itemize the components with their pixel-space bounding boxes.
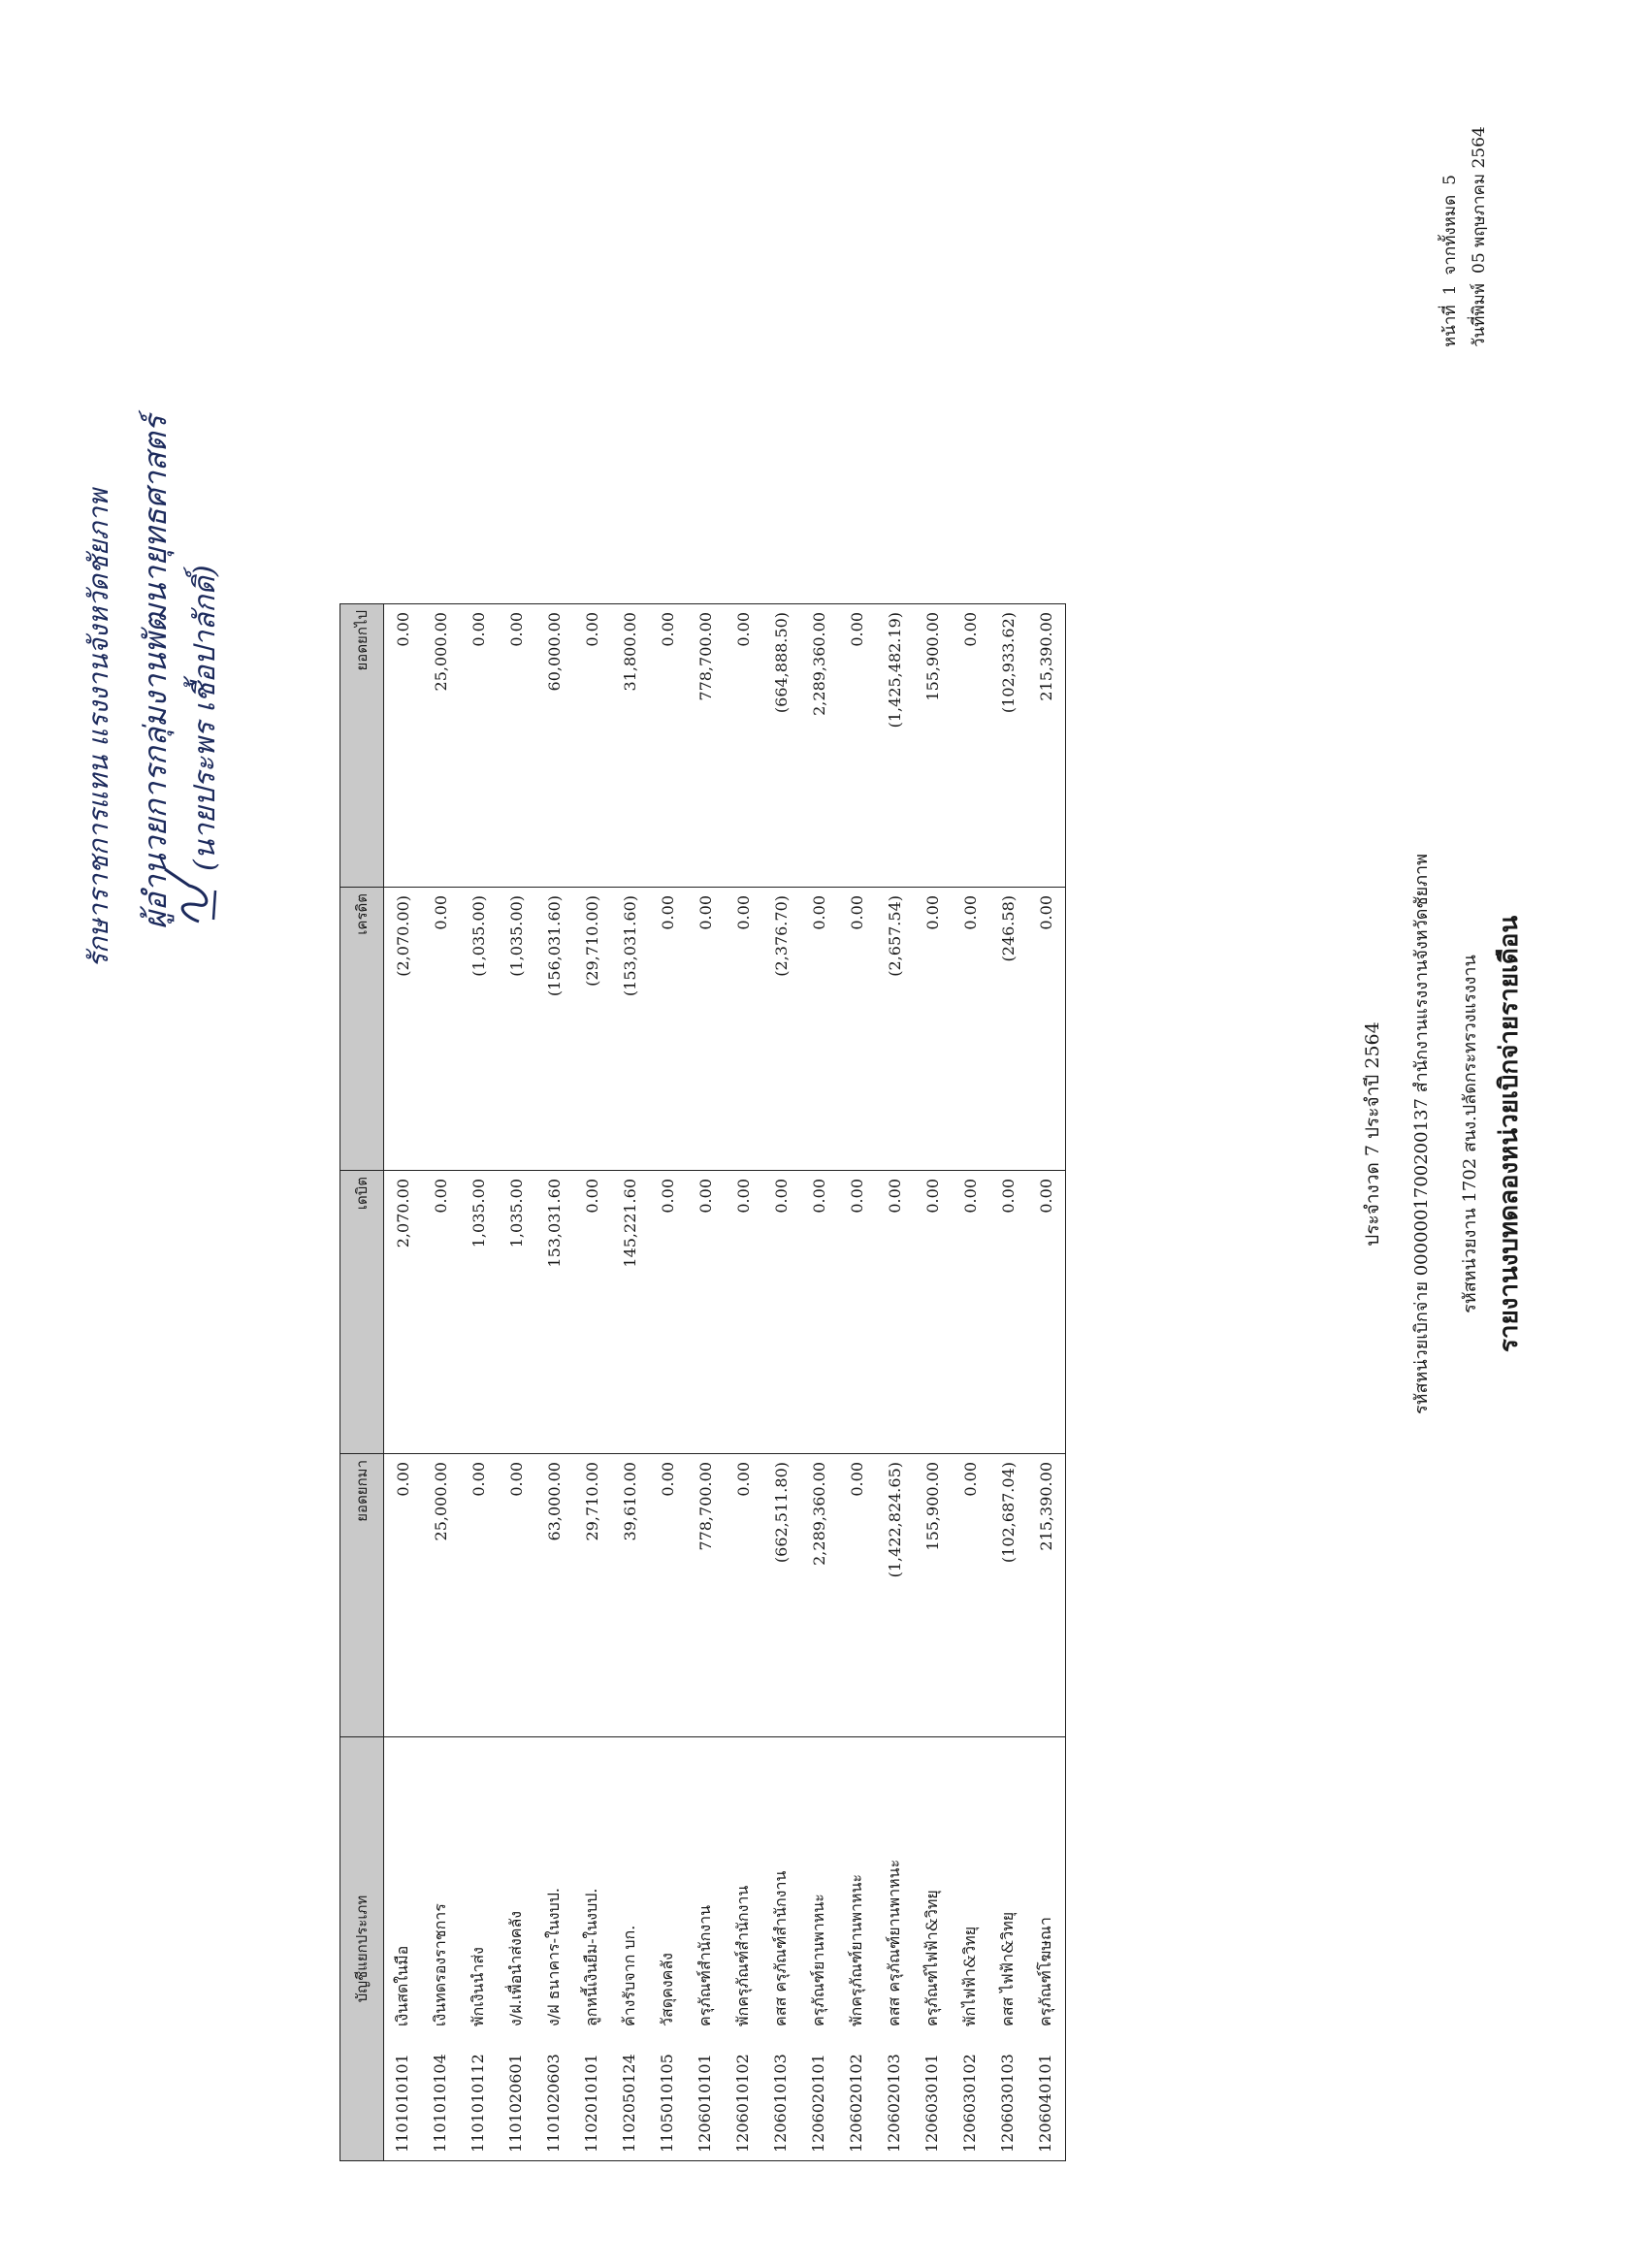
brought-forward-cell: 0.00	[460, 1454, 498, 1737]
print-date-row	[1465, 37, 1494, 347]
account-name: เงินสดในมือ	[393, 1945, 411, 2026]
credit-cell: (1,035.00)	[460, 888, 498, 1171]
credit-cell: 0.00	[914, 888, 952, 1171]
carried-forward-cell: 0.00	[725, 604, 762, 888]
account-name: คสส ครุภัณฑ์ยานพาหนะ	[885, 1859, 903, 2026]
table-header-row	[340, 604, 384, 2161]
report-period: ประจำงวด 7 ประจำปี 2564	[1362, 1021, 1383, 1247]
table-row	[989, 604, 1027, 2161]
account-name: วัสดุคงคลัง	[658, 1953, 676, 2026]
account-cell	[422, 1737, 460, 2161]
account-cell	[460, 1737, 498, 2161]
carried-forward-cell: 0.00	[460, 604, 498, 888]
account-cell	[838, 1737, 876, 2161]
account-code: 1206030101	[922, 2054, 941, 2153]
print-label: วันที่พิมพ์	[1470, 283, 1489, 347]
carried-forward-cell: 60,000.00	[535, 604, 573, 888]
header-debit: เดบิต	[340, 1171, 384, 1454]
carried-forward-cell: 25,000.00	[422, 604, 460, 888]
credit-cell: (2,657.54)	[876, 888, 914, 1171]
page-number: 1	[1440, 284, 1460, 296]
carried-forward-cell: 0.00	[952, 604, 989, 888]
report-subtitle: รหัสหน่วยงาน 1702 สนง.ปลัดกระทรวงแรงงาน	[1460, 955, 1480, 1313]
table-row	[384, 604, 423, 2161]
debit-cell: 2,070.00	[384, 1171, 423, 1454]
brought-forward-cell: 0.00	[498, 1454, 535, 1737]
carried-forward-cell: (664,888.50)	[762, 604, 800, 888]
credit-cell: (2,070.00)	[384, 888, 423, 1171]
account-code: 1102050124	[620, 2054, 638, 2153]
account-cell	[725, 1737, 762, 2161]
account-code: 1101010112	[469, 2054, 487, 2153]
debit-cell: 0.00	[762, 1171, 800, 1454]
credit-cell: (2,376.70)	[762, 888, 800, 1171]
table-row	[422, 604, 460, 2161]
account-name: พักเงินนำส่ง	[469, 1947, 487, 2026]
report-title: รายงานงบทดลองหน่วยเบิกจ่ายรายเดือน	[1495, 915, 1524, 1353]
debit-cell: 0.00	[914, 1171, 952, 1454]
carried-forward-cell: (1,425,482.19)	[876, 604, 914, 888]
table-row	[460, 604, 498, 2161]
account-cell	[687, 1737, 725, 2161]
credit-cell: 0.00	[725, 888, 762, 1171]
account-name: ลูกหนี้เงินยืม-ในงบป.	[582, 1888, 600, 2026]
table-row	[876, 604, 914, 2161]
page-number-row	[1436, 37, 1465, 347]
brought-forward-cell: 0.00	[838, 1454, 876, 1737]
account-cell	[535, 1737, 573, 2161]
account-name: ค้างรับจาก บก.	[620, 1925, 638, 2026]
account-name: พักครุภัณฑ์ยานพาหนะ	[847, 1873, 865, 2026]
page-label: หน้าที่	[1440, 305, 1460, 347]
account-code: 1206010101	[695, 2054, 714, 2153]
table-row	[573, 604, 611, 2161]
account-cell	[384, 1737, 423, 2161]
header-credit: เครดิต	[340, 888, 384, 1171]
credit-cell: (246.58)	[989, 888, 1027, 1171]
total-pages: 5	[1440, 174, 1460, 185]
brought-forward-cell: 778,700.00	[687, 1454, 725, 1737]
debit-cell: 1,035.00	[498, 1171, 535, 1454]
debit-cell: 0.00	[687, 1171, 725, 1454]
brought-forward-cell: 63,000.00	[535, 1454, 573, 1737]
brought-forward-cell: 0.00	[649, 1454, 687, 1737]
account-name: คสส ไฟฟ้า&วิทยุ	[998, 1911, 1017, 2026]
debit-cell: 0.00	[800, 1171, 838, 1454]
credit-cell: (29,710.00)	[573, 888, 611, 1171]
brought-forward-cell: 39,610.00	[611, 1454, 649, 1737]
account-cell	[611, 1737, 649, 2161]
account-code: 1101020603	[544, 2054, 563, 2153]
brought-forward-cell: 25,000.00	[422, 1454, 460, 1737]
credit-cell: 0.00	[649, 888, 687, 1171]
debit-cell: 0.00	[1027, 1171, 1066, 1454]
credit-cell: (156,031.60)	[535, 888, 573, 1171]
account-name: ง/ฝ ธนาคาร-ในงบป.	[544, 1888, 563, 2026]
account-cell	[649, 1737, 687, 2161]
account-code: 1101010104	[431, 2054, 449, 2153]
signature-area	[39, 37, 320, 988]
account-name: คสส ครุภัณฑ์สำนักงาน	[771, 1870, 790, 2026]
carried-forward-cell: 778,700.00	[687, 604, 725, 888]
brought-forward-cell: (102,687.04)	[989, 1454, 1027, 1737]
table-row	[535, 604, 573, 2161]
credit-cell: 0.00	[687, 888, 725, 1171]
account-cell	[573, 1737, 611, 2161]
brought-forward-cell: 0.00	[952, 1454, 989, 1737]
account-code: 1206020101	[809, 2054, 827, 2153]
credit-cell: 0.00	[1027, 888, 1066, 1171]
account-cell	[800, 1737, 838, 2161]
page-info	[1436, 37, 1494, 347]
account-name: พักไฟฟ้า&วิทยุ	[960, 1926, 979, 2026]
brought-forward-cell: 215,390.00	[1027, 1454, 1066, 1737]
account-cell	[914, 1737, 952, 2161]
table-row	[649, 604, 687, 2161]
brought-forward-cell: 0.00	[384, 1454, 423, 1737]
carried-forward-cell: (102,933.62)	[989, 604, 1027, 888]
account-code: 1101010101	[393, 2054, 411, 2153]
credit-cell: 0.00	[838, 888, 876, 1171]
account-code: 1206010103	[771, 2054, 790, 2153]
table-row	[800, 604, 838, 2161]
account-name: ง/ฝ.เพื่อนำส่งคลัง	[506, 1910, 525, 2026]
account-code: 1105010105	[658, 2054, 676, 2153]
brought-forward-cell: (662,511.80)	[762, 1454, 800, 1737]
trial-balance-table	[340, 603, 1066, 2161]
account-cell	[876, 1737, 914, 2161]
credit-cell: (153,031.60)	[611, 888, 649, 1171]
debit-cell: 0.00	[952, 1171, 989, 1454]
carried-forward-cell: 0.00	[573, 604, 611, 888]
account-cell	[498, 1737, 535, 2161]
account-code: 1206010102	[733, 2054, 752, 2153]
account-name: ครุภัณฑ์ไฟฟ้า&วิทยุ	[922, 1890, 941, 2026]
debit-cell: 0.00	[725, 1171, 762, 1454]
carried-forward-cell: 0.00	[498, 604, 535, 888]
account-name: ครุภัณฑ์โฆษณา	[1036, 1917, 1054, 2026]
brought-forward-cell: (1,422,824.65)	[876, 1454, 914, 1737]
account-name: ครุภัณฑ์ยานพาหนะ	[809, 1894, 827, 2026]
carried-forward-cell: 2,289,360.00	[800, 604, 838, 888]
account-code: 1206030102	[960, 2054, 979, 2153]
table-row	[498, 604, 535, 2161]
table-row	[1027, 604, 1066, 2161]
debit-cell: 0.00	[989, 1171, 1027, 1454]
table-row	[611, 604, 649, 2161]
header-brought-forward: ยอดยกมา	[340, 1454, 384, 1737]
account-name: พักครุภัณฑ์สำนักงาน	[733, 1885, 752, 2026]
debit-cell: 0.00	[573, 1171, 611, 1454]
account-code: 1102010101	[582, 2054, 600, 2153]
brought-forward-cell: 2,289,360.00	[800, 1454, 838, 1737]
total-label: จากทั้งหมด	[1440, 194, 1460, 275]
credit-cell: 0.00	[422, 888, 460, 1171]
table-row	[725, 604, 762, 2161]
header-carried-forward: ยอดยกไป	[340, 604, 384, 888]
table-row	[762, 604, 800, 2161]
debit-cell: 0.00	[649, 1171, 687, 1454]
credit-cell: (1,035.00)	[498, 888, 535, 1171]
account-code: 1101020601	[506, 2054, 525, 2153]
account-code: 1206040101	[1036, 2054, 1054, 2153]
debit-cell: 0.00	[838, 1171, 876, 1454]
table-row	[914, 604, 952, 2161]
account-code: 1206020103	[885, 2054, 903, 2153]
carried-forward-cell: 215,390.00	[1027, 604, 1066, 888]
carried-forward-cell: 31,800.00	[611, 604, 649, 888]
account-code: 1206030103	[998, 2054, 1017, 2153]
brought-forward-cell: 29,710.00	[573, 1454, 611, 1737]
debit-cell: 1,035.00	[460, 1171, 498, 1454]
carried-forward-cell: 0.00	[838, 604, 876, 888]
account-name: ครุภัณฑ์สำนักงาน	[695, 1904, 714, 2026]
signatory-name: (นายประพร เชื้อปาลักดิ์)	[188, 565, 222, 871]
credit-cell: 0.00	[952, 888, 989, 1171]
print-date: 05 พฤษภาคม 2564	[1470, 126, 1489, 274]
debit-cell: 153,031.60	[535, 1171, 573, 1454]
table-row	[952, 604, 989, 2161]
signatory-position-1: ผู้อำนวยการกลุ่มงานพัฒนายุทธศาสตร์	[137, 415, 174, 929]
brought-forward-cell: 155,900.00	[914, 1454, 952, 1737]
table-body	[384, 604, 1066, 2161]
account-code: 1206020102	[847, 2054, 865, 2153]
carried-forward-cell: 0.00	[649, 604, 687, 888]
carried-forward-cell: 155,900.00	[914, 604, 952, 888]
debit-cell: 0.00	[422, 1171, 460, 1454]
table-row	[838, 604, 876, 2161]
account-cell	[989, 1737, 1027, 2161]
credit-cell: 0.00	[800, 888, 838, 1171]
signatory-position-2: รักษาราชการแทน แรงงานจังหวัดชัยภาพ	[82, 489, 114, 968]
disbursement-unit-line: รหัสหน่วยเบิกจ่าย 0000001700200137 สำนักงานแรงงานจังหวัดชัยภาพ	[1411, 853, 1432, 1415]
table-row	[687, 604, 725, 2161]
carried-forward-cell: 0.00	[384, 604, 423, 888]
account-cell	[952, 1737, 989, 2161]
brought-forward-cell: 0.00	[725, 1454, 762, 1737]
debit-cell: 0.00	[876, 1171, 914, 1454]
header-account: บัญชีแยกประเภท	[340, 1737, 384, 2161]
account-name: เงินทดรองราชการ	[431, 1903, 449, 2026]
account-cell	[1027, 1737, 1066, 2161]
debit-cell: 145,221.60	[611, 1171, 649, 1454]
account-cell	[762, 1737, 800, 2161]
